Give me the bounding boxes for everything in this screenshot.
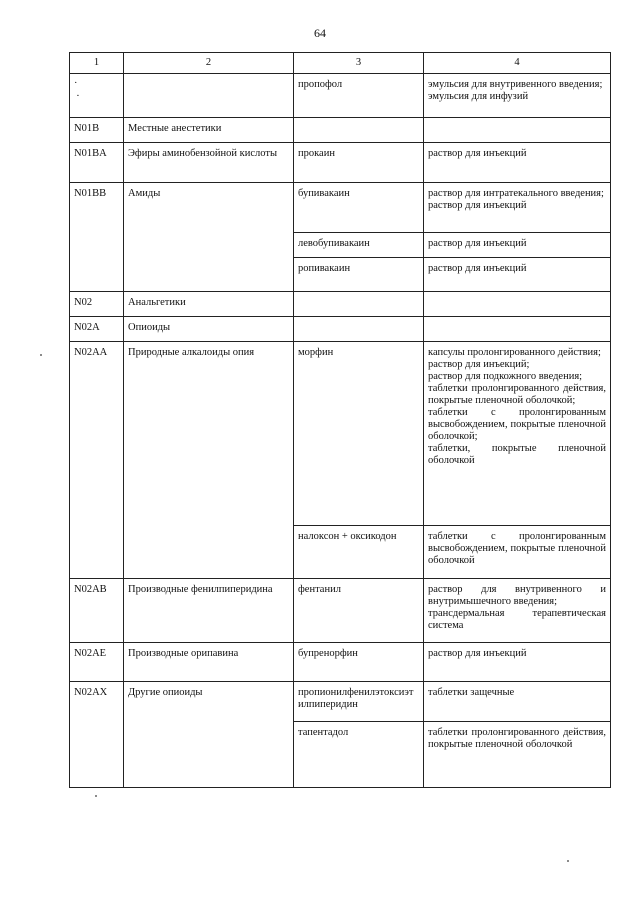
drug-name-cell: ропивакаин [294,258,424,292]
group-name-cell: Природные алкалоиды опия [124,342,294,579]
dosage-form-cell: раствор для инъекций [424,233,611,258]
atc-code-cell: N01BA [70,143,124,183]
drug-name-cell: фентанил [294,579,424,643]
atc-code-cell: N02AX [70,682,124,788]
medication-table [69,52,611,788]
dosage-form-cell: эмульсия для внутривенного введения; эмульсия для инфузий [424,74,611,118]
page-number: 64 [314,26,326,40]
group-name-cell: Амиды [124,183,294,292]
column-header-4: 4 [424,53,611,74]
drug-name-cell [294,118,424,143]
table-row [70,317,611,342]
group-name-cell: Производные фенилпиперидина [124,579,294,643]
dosage-form-cell [424,118,611,143]
drug-name-cell: налоксон + оксикодон [294,526,424,579]
scan-speck [40,354,42,356]
group-name-cell [124,74,294,118]
dosage-form-cell: раствор для инъекций [424,258,611,292]
scan-speck [95,795,97,797]
table-header-row [70,53,611,74]
atc-code-cell: N02 [70,292,124,317]
table-row [70,143,611,183]
group-name-cell: Эфиры аминобензойной кислоты [124,143,294,183]
drug-name-cell: морфин [294,342,424,526]
group-name-cell: Производные орипавина [124,643,294,682]
table-row [70,292,611,317]
drug-name-cell: прокаин [294,143,424,183]
dosage-form-cell: капсулы пролонгированного действия; раствор для инъекций; раствор для подкожного введения; таблетки пролонгированного действия, покрытые пленочной оболочкой; таблетки с пролонгированным высвобождением, покрытые пленочной оболочкой; таблетки, покрытые пленочной оболочкой [424,342,611,526]
scan-speck [567,860,569,862]
dosage-form-cell: таблетки защечные [424,682,611,722]
atc-code-cell: N02A [70,317,124,342]
table-row [70,643,611,682]
dosage-form-cell: раствор для инъекций [424,143,611,183]
column-header-2: 2 [124,53,294,74]
group-name-cell: Другие опиоиды [124,682,294,788]
drug-name-cell: левобупивакаин [294,233,424,258]
table-row [70,183,611,233]
atc-code-cell: · . [70,74,124,118]
group-name-cell: Местные анестетики [124,118,294,143]
atc-code-cell: N01B [70,118,124,143]
table-row [70,74,611,118]
table-row [70,682,611,722]
atc-code-cell: N02AA [70,342,124,579]
atc-code-cell: N02AB [70,579,124,643]
drug-name-cell [294,317,424,342]
dosage-form-cell [424,292,611,317]
dosage-form-cell: таблетки пролонгированного действия, покрытые пленочной оболочкой [424,722,611,788]
column-header-3: 3 [294,53,424,74]
table-row [70,342,611,526]
dosage-form-cell [424,317,611,342]
group-name-cell: Анальгетики [124,292,294,317]
atc-code-cell: N02AE [70,643,124,682]
group-name-cell: Опиоиды [124,317,294,342]
dosage-form-cell: раствор для внутривенного и внутримышечного введения; трансдермальная терапевтическая система [424,579,611,643]
drug-name-cell: бупренорфин [294,643,424,682]
table-row [70,118,611,143]
drug-name-cell: бупивакаин [294,183,424,233]
dosage-form-cell: раствор для интратекального введения; раствор для инъекций [424,183,611,233]
dosage-form-cell: таблетки с пролонгированным высвобождением, покрытые пленочной оболочкой [424,526,611,579]
drug-name-cell: пропионилфенилэтоксиэтилпиперидин [294,682,424,722]
table-row [70,579,611,643]
dosage-form-cell: раствор для инъекций [424,643,611,682]
drug-name-cell: пропофол [294,74,424,118]
drug-name-cell [294,292,424,317]
drug-name-cell: тапентадол [294,722,424,788]
atc-code-cell: N01BB [70,183,124,292]
column-header-1: 1 [70,53,124,74]
